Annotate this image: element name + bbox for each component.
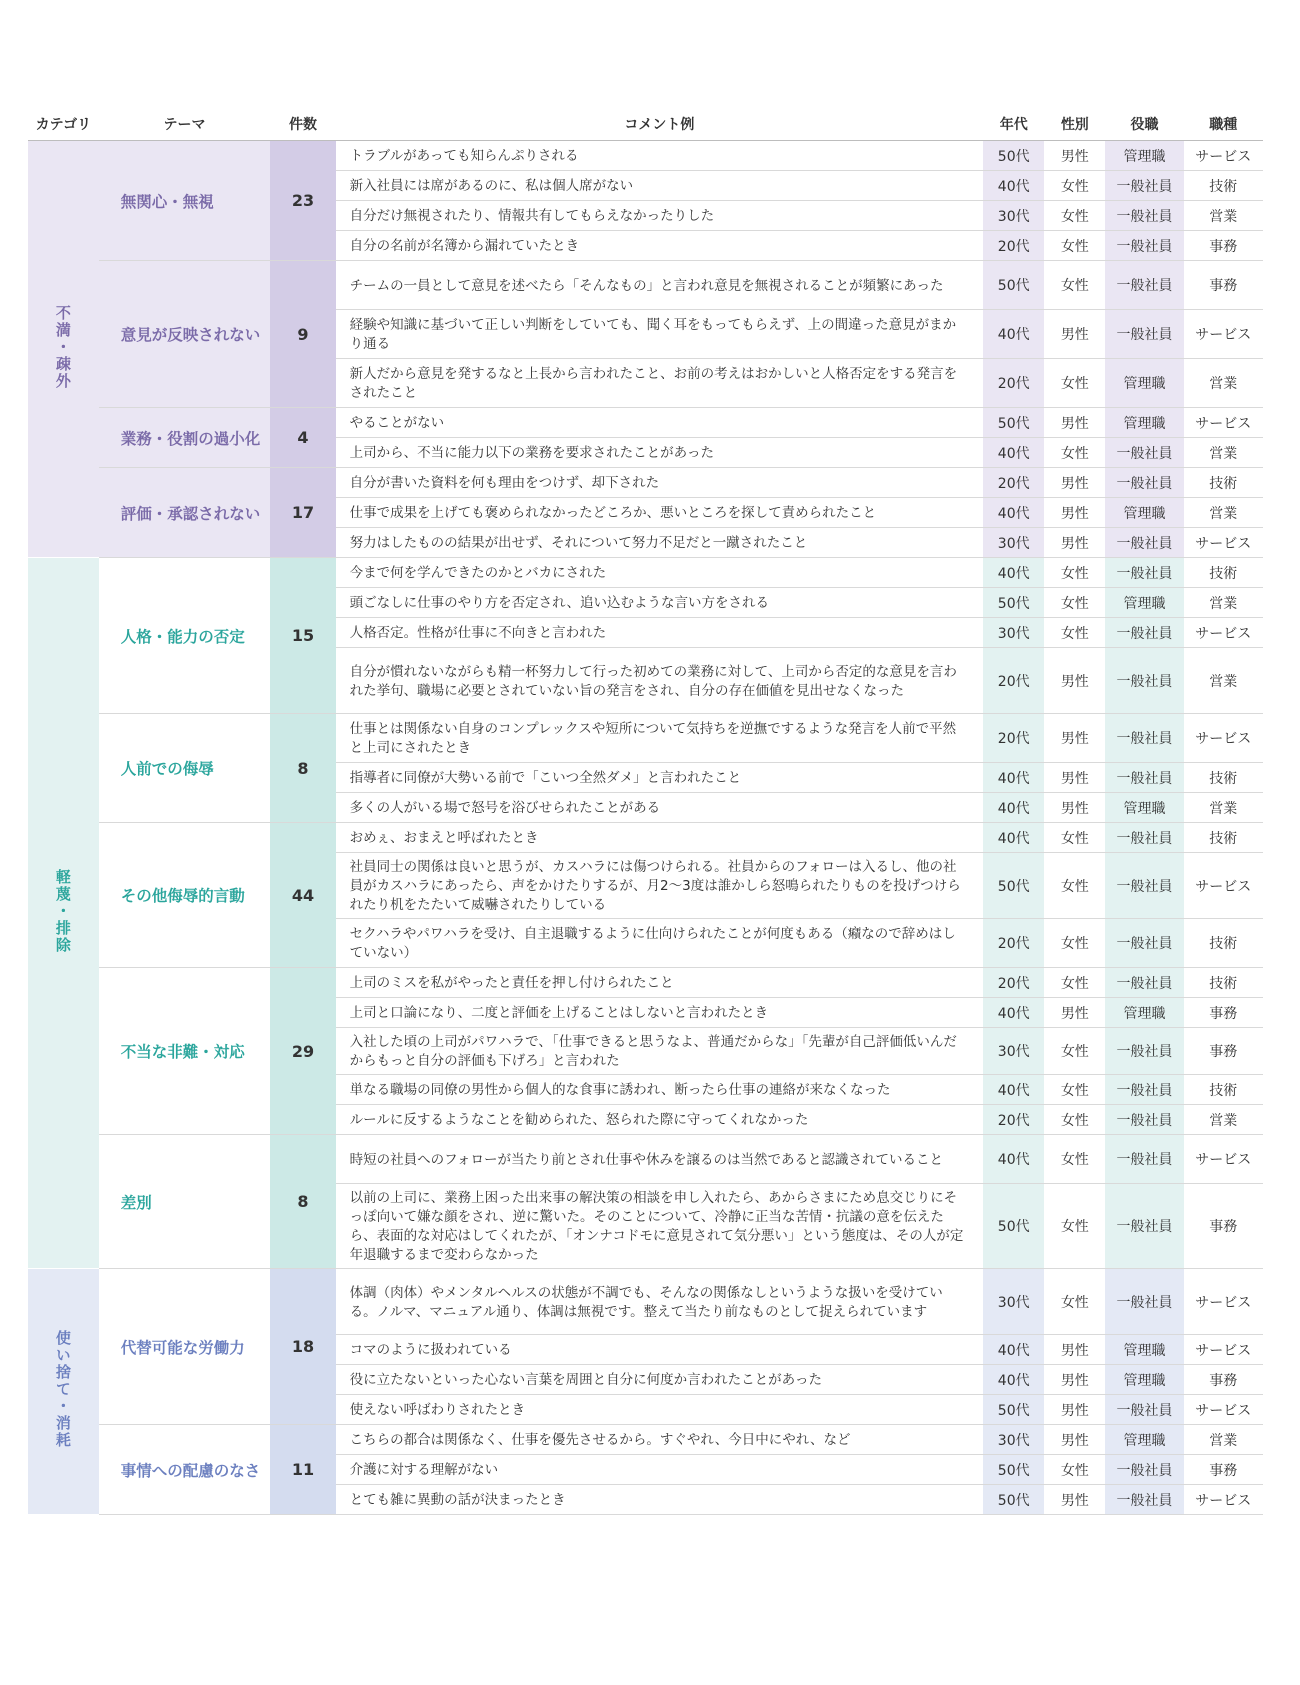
age-cell: 40代: [983, 1075, 1044, 1105]
job-cell: 事務: [1184, 998, 1263, 1028]
category-cell: [28, 141, 99, 558]
job-cell: 営業: [1184, 648, 1263, 714]
sex-cell: 女性: [1044, 261, 1105, 310]
age-cell: 50代: [983, 853, 1044, 919]
count-cell: 44: [270, 823, 335, 968]
role-cell: 一般社員: [1105, 1105, 1183, 1135]
age-cell: 40代: [983, 558, 1044, 588]
age-cell: 20代: [983, 968, 1044, 998]
role-cell: 管理職: [1105, 1365, 1183, 1395]
table-row: [28, 558, 1263, 588]
age-cell: 40代: [983, 1365, 1044, 1395]
job-cell: 営業: [1184, 793, 1263, 823]
sex-cell: 女性: [1044, 853, 1105, 919]
role-cell: 一般社員: [1105, 201, 1183, 231]
category-cell: [28, 558, 99, 1269]
role-cell: 一般社員: [1105, 1455, 1183, 1485]
sex-cell: 女性: [1044, 201, 1105, 231]
role-cell: 管理職: [1105, 793, 1183, 823]
age-cell: 40代: [983, 498, 1044, 528]
category-label: 軽蔑・排除: [53, 868, 72, 954]
age-cell: 20代: [983, 714, 1044, 763]
job-cell: サービス: [1184, 310, 1263, 359]
sex-cell: 男性: [1044, 1335, 1105, 1365]
role-cell: 一般社員: [1105, 528, 1183, 558]
comment-cell: とても雑に異動の話が決まったとき: [336, 1485, 984, 1515]
role-cell: 一般社員: [1105, 968, 1183, 998]
comment-cell: やることがない: [336, 408, 984, 438]
comment-cell: 仕事で成果を上げても褒められなかったどころか、悪いところを探して責められたこと: [336, 498, 984, 528]
comment-cell: 多くの人がいる場で怒号を浴びせられたことがある: [336, 793, 984, 823]
comment-cell: 人格否定。性格が仕事に不向きと言われた: [336, 618, 984, 648]
sex-cell: 女性: [1044, 359, 1105, 408]
category-label: 使い捨て・消耗: [53, 1330, 72, 1449]
sex-cell: 男性: [1044, 468, 1105, 498]
role-cell: 一般社員: [1105, 1269, 1183, 1335]
role-cell: 一般社員: [1105, 763, 1183, 793]
age-cell: 50代: [983, 1485, 1044, 1515]
role-cell: 一般社員: [1105, 1395, 1183, 1425]
category-label: 不満・疎外: [53, 304, 72, 390]
count-cell: 8: [270, 714, 335, 823]
age-cell: 40代: [983, 763, 1044, 793]
comment-cell: 自分が慣れないながらも精一杯努力して行った初めての業務に対して、上司から否定的な意見を言われた挙句、職場に必要とされていない旨の発言をされ、自分の存在価値を見出せなくなった: [336, 648, 984, 714]
job-cell: サービス: [1184, 408, 1263, 438]
comment-cell: 指導者に同僚が大勢いる前で「こいつ全然ダメ」と言われたこと: [336, 763, 984, 793]
age-cell: 20代: [983, 919, 1044, 968]
header-category: カテゴリ: [28, 108, 99, 141]
sex-cell: 女性: [1044, 618, 1105, 648]
role-cell: 一般社員: [1105, 1485, 1183, 1515]
header-comment: コメント例: [336, 108, 984, 141]
sex-cell: 男性: [1044, 1485, 1105, 1515]
job-cell: 営業: [1184, 1105, 1263, 1135]
header-role: 役職: [1105, 108, 1183, 141]
count-cell: 11: [270, 1425, 335, 1515]
table-row: [28, 408, 1263, 438]
role-cell: 一般社員: [1105, 823, 1183, 853]
sex-cell: 女性: [1044, 919, 1105, 968]
comment-cell: 入社した頃の上司がパワハラで、「仕事できると思うなよ、普通だからな」「先輩が自己評価低いんだからもっと自分の評価も下げろ」と言われた: [336, 1028, 984, 1075]
comment-cell: 頭ごなしに仕事のやり方を否定され、追い込むような言い方をされる: [336, 588, 984, 618]
header-sex: 性別: [1044, 108, 1105, 141]
table-row: [28, 968, 1263, 998]
job-cell: 技術: [1184, 468, 1263, 498]
job-cell: サービス: [1184, 1135, 1263, 1184]
sex-cell: 男性: [1044, 1425, 1105, 1455]
comment-cell: 介護に対する理解がない: [336, 1455, 984, 1485]
sex-cell: 女性: [1044, 1075, 1105, 1105]
sex-cell: 男性: [1044, 998, 1105, 1028]
role-cell: 一般社員: [1105, 468, 1183, 498]
job-cell: サービス: [1184, 528, 1263, 558]
role-cell: 管理職: [1105, 359, 1183, 408]
job-cell: 事務: [1184, 1028, 1263, 1075]
sex-cell: 女性: [1044, 558, 1105, 588]
comment-cell: 社員同士の関係は良いと思うが、カスハラには傷つけられる。社員からのフォローは入るし、他の社員がカスハラにあったら、声をかけたりするが、月2〜3度は誰かしら怒鳴られたりものを投げつけられたり机をたたいて威嚇されたりしている: [336, 853, 984, 919]
comment-cell: 役に立たないといった心ない言葉を周囲と自分に何度か言われたことがあった: [336, 1365, 984, 1395]
theme-cell: 差別: [99, 1135, 271, 1269]
job-cell: 事務: [1184, 1184, 1263, 1269]
job-cell: 営業: [1184, 588, 1263, 618]
job-cell: 事務: [1184, 231, 1263, 261]
sex-cell: 女性: [1044, 1028, 1105, 1075]
role-cell: 一般社員: [1105, 714, 1183, 763]
header-age: 年代: [983, 108, 1044, 141]
table-row: [28, 1269, 1263, 1335]
age-cell: 50代: [983, 1455, 1044, 1485]
role-cell: 一般社員: [1105, 919, 1183, 968]
job-cell: サービス: [1184, 1395, 1263, 1425]
count-cell: 15: [270, 558, 335, 714]
harassment-comment-table-wrap: [28, 108, 1263, 1515]
sex-cell: 男性: [1044, 141, 1105, 171]
comment-cell: 新入社員には席があるのに、私は個人席がない: [336, 171, 984, 201]
comment-cell: 使えない呼ばわりされたとき: [336, 1395, 984, 1425]
sex-cell: 女性: [1044, 1269, 1105, 1335]
comment-cell: 今まで何を学んできたのかとバカにされた: [336, 558, 984, 588]
role-cell: 管理職: [1105, 1425, 1183, 1455]
role-cell: 一般社員: [1105, 648, 1183, 714]
comment-cell: 以前の上司に、業務上困った出来事の解決策の相談を申し入れたら、あからさまにため息交じりにそっぽ向いて嫌な顔をされ、逆に驚いた。そのことについて、冷静に正当な苦情・抗議の意を伝えたら、表面的な対応はしてくれたが、「オンナコドモに意見されて気分悪い」という態度は、その人が定年退職するまで変わらなかった: [336, 1184, 984, 1269]
sex-cell: 女性: [1044, 588, 1105, 618]
sex-cell: 男性: [1044, 1365, 1105, 1395]
table-row: [28, 261, 1263, 310]
comment-cell: 体調（肉体）やメンタルヘルスの状態が不調でも、そんなの関係なしというような扱いを受けている。ノルマ、マニュアル通り、体調は無視です。整えて当たり前なものとして捉えられています: [336, 1269, 984, 1335]
sex-cell: 男性: [1044, 648, 1105, 714]
role-cell: 一般社員: [1105, 1184, 1183, 1269]
comment-cell: コマのように扱われている: [336, 1335, 984, 1365]
theme-cell: 無関心・無視: [99, 141, 271, 261]
role-cell: 管理職: [1105, 588, 1183, 618]
age-cell: 30代: [983, 201, 1044, 231]
job-cell: 事務: [1184, 1455, 1263, 1485]
theme-cell: 意見が反映されない: [99, 261, 271, 408]
age-cell: 50代: [983, 261, 1044, 310]
role-cell: 一般社員: [1105, 558, 1183, 588]
age-cell: 30代: [983, 1425, 1044, 1455]
header-count: 件数: [270, 108, 335, 141]
sex-cell: 男性: [1044, 528, 1105, 558]
sex-cell: 女性: [1044, 968, 1105, 998]
age-cell: 30代: [983, 1269, 1044, 1335]
job-cell: 技術: [1184, 763, 1263, 793]
age-cell: 40代: [983, 823, 1044, 853]
comment-cell: 上司のミスを私がやったと責任を押し付けられたこと: [336, 968, 984, 998]
theme-cell: 代替可能な労働力: [99, 1269, 271, 1425]
comment-cell: 経験や知識に基づいて正しい判断をしていても、聞く耳をもってもらえず、上の間違った意見がまかり通る: [336, 310, 984, 359]
age-cell: 30代: [983, 528, 1044, 558]
role-cell: 一般社員: [1105, 853, 1183, 919]
role-cell: 管理職: [1105, 1335, 1183, 1365]
theme-cell: 人前での侮辱: [99, 714, 271, 823]
comment-cell: 自分だけ無視されたり、情報共有してもらえなかったりした: [336, 201, 984, 231]
sex-cell: 男性: [1044, 763, 1105, 793]
comment-cell: 上司と口論になり、二度と評価を上げることはしないと言われたとき: [336, 998, 984, 1028]
table-row: [28, 468, 1263, 498]
header-job: 職種: [1184, 108, 1263, 141]
age-cell: 20代: [983, 648, 1044, 714]
job-cell: 営業: [1184, 498, 1263, 528]
sex-cell: 女性: [1044, 171, 1105, 201]
sex-cell: 男性: [1044, 498, 1105, 528]
age-cell: 40代: [983, 793, 1044, 823]
age-cell: 40代: [983, 998, 1044, 1028]
table-row: [28, 714, 1263, 763]
comment-cell: 自分の名前が名簿から漏れていたとき: [336, 231, 984, 261]
age-cell: 20代: [983, 468, 1044, 498]
count-cell: 8: [270, 1135, 335, 1269]
sex-cell: 女性: [1044, 1135, 1105, 1184]
comment-cell: こちらの都合は関係なく、仕事を優先させるから。すぐやれ、今日中にやれ、など: [336, 1425, 984, 1455]
role-cell: 一般社員: [1105, 261, 1183, 310]
age-cell: 40代: [983, 438, 1044, 468]
job-cell: サービス: [1184, 714, 1263, 763]
comment-cell: 新人だから意見を発するなと上長から言われたこと、お前の考えはおかしいと人格否定をする発言をされたこと: [336, 359, 984, 408]
table-row: [28, 1135, 1263, 1184]
role-cell: 一般社員: [1105, 171, 1183, 201]
theme-cell: 業務・役割の過小化: [99, 408, 271, 468]
comment-cell: 単なる職場の同僚の男性から個人的な食事に誘われ、断ったら仕事の連絡が来なくなった: [336, 1075, 984, 1105]
role-cell: 一般社員: [1105, 618, 1183, 648]
job-cell: 営業: [1184, 201, 1263, 231]
comment-cell: 自分が書いた資料を何も理由をつけず、却下された: [336, 468, 984, 498]
job-cell: 技術: [1184, 968, 1263, 998]
theme-cell: 不当な非難・対応: [99, 968, 271, 1135]
role-cell: 管理職: [1105, 408, 1183, 438]
role-cell: 一般社員: [1105, 1028, 1183, 1075]
sex-cell: 女性: [1044, 438, 1105, 468]
comment-cell: 努力はしたものの結果が出せず、それについて努力不足だと一蹴されたこと: [336, 528, 984, 558]
sex-cell: 男性: [1044, 714, 1105, 763]
count-cell: 17: [270, 468, 335, 558]
table-row: [28, 141, 1263, 171]
sex-cell: 男性: [1044, 1395, 1105, 1425]
role-cell: 管理職: [1105, 141, 1183, 171]
job-cell: サービス: [1184, 1269, 1263, 1335]
role-cell: 一般社員: [1105, 438, 1183, 468]
role-cell: 一般社員: [1105, 1135, 1183, 1184]
header-row: [28, 108, 1263, 141]
count-cell: 23: [270, 141, 335, 261]
sex-cell: 女性: [1044, 1455, 1105, 1485]
role-cell: 一般社員: [1105, 310, 1183, 359]
count-cell: 9: [270, 261, 335, 408]
age-cell: 20代: [983, 1105, 1044, 1135]
age-cell: 50代: [983, 408, 1044, 438]
comment-cell: おめぇ、おまえと呼ばれたとき: [336, 823, 984, 853]
age-cell: 50代: [983, 1395, 1044, 1425]
job-cell: 技術: [1184, 823, 1263, 853]
comment-cell: 上司から、不当に能力以下の業務を要求されたことがあった: [336, 438, 984, 468]
comment-cell: トラブルがあっても知らんぷりされる: [336, 141, 984, 171]
header-theme: テーマ: [99, 108, 271, 141]
age-cell: 40代: [983, 1135, 1044, 1184]
category-cell: [28, 1269, 99, 1515]
job-cell: 技術: [1184, 558, 1263, 588]
comment-cell: ルールに反するようなことを勧められた、怒られた際に守ってくれなかった: [336, 1105, 984, 1135]
comment-cell: セクハラやパワハラを受け、自主退職するように仕向けられたことが何度もある（癪なので辞めはしていない）: [336, 919, 984, 968]
count-cell: 29: [270, 968, 335, 1135]
sex-cell: 男性: [1044, 793, 1105, 823]
age-cell: 20代: [983, 231, 1044, 261]
theme-cell: その他侮辱的言動: [99, 823, 271, 968]
sex-cell: 女性: [1044, 1184, 1105, 1269]
theme-cell: 評価・承認されない: [99, 468, 271, 558]
age-cell: 30代: [983, 618, 1044, 648]
job-cell: サービス: [1184, 1335, 1263, 1365]
age-cell: 40代: [983, 171, 1044, 201]
age-cell: 30代: [983, 1028, 1044, 1075]
table-row: [28, 823, 1263, 853]
job-cell: サービス: [1184, 853, 1263, 919]
age-cell: 50代: [983, 1184, 1044, 1269]
job-cell: 事務: [1184, 261, 1263, 310]
harassment-comment-table: [28, 108, 1263, 1515]
comment-cell: チームの一員として意見を述べたら「そんなもの」と言われ意見を無視されることが頻繁にあった: [336, 261, 984, 310]
age-cell: 50代: [983, 588, 1044, 618]
role-cell: 管理職: [1105, 998, 1183, 1028]
job-cell: サービス: [1184, 618, 1263, 648]
job-cell: サービス: [1184, 141, 1263, 171]
count-cell: 4: [270, 408, 335, 468]
sex-cell: 女性: [1044, 823, 1105, 853]
job-cell: 技術: [1184, 919, 1263, 968]
sex-cell: 男性: [1044, 310, 1105, 359]
table-body: [28, 141, 1263, 1515]
theme-cell: 人格・能力の否定: [99, 558, 271, 714]
job-cell: 営業: [1184, 438, 1263, 468]
role-cell: 管理職: [1105, 498, 1183, 528]
role-cell: 一般社員: [1105, 231, 1183, 261]
theme-cell: 事情への配慮のなさ: [99, 1425, 271, 1515]
age-cell: 50代: [983, 141, 1044, 171]
sex-cell: 男性: [1044, 408, 1105, 438]
age-cell: 20代: [983, 359, 1044, 408]
comment-cell: 仕事とは関係ない自身のコンプレックスや短所について気持ちを逆撫でするような発言を人前で平然と上司にされたとき: [336, 714, 984, 763]
table-row: [28, 1425, 1263, 1455]
job-cell: 技術: [1184, 171, 1263, 201]
age-cell: 40代: [983, 310, 1044, 359]
sex-cell: 女性: [1044, 1105, 1105, 1135]
comment-cell: 時短の社員へのフォローが当たり前とされ仕事や休みを譲るのは当然であると認識されていること: [336, 1135, 984, 1184]
job-cell: サービス: [1184, 1485, 1263, 1515]
sex-cell: 女性: [1044, 231, 1105, 261]
job-cell: 営業: [1184, 1425, 1263, 1455]
age-cell: 40代: [983, 1335, 1044, 1365]
job-cell: 営業: [1184, 359, 1263, 408]
count-cell: 18: [270, 1269, 335, 1425]
job-cell: 技術: [1184, 1075, 1263, 1105]
job-cell: 事務: [1184, 1365, 1263, 1395]
role-cell: 一般社員: [1105, 1075, 1183, 1105]
